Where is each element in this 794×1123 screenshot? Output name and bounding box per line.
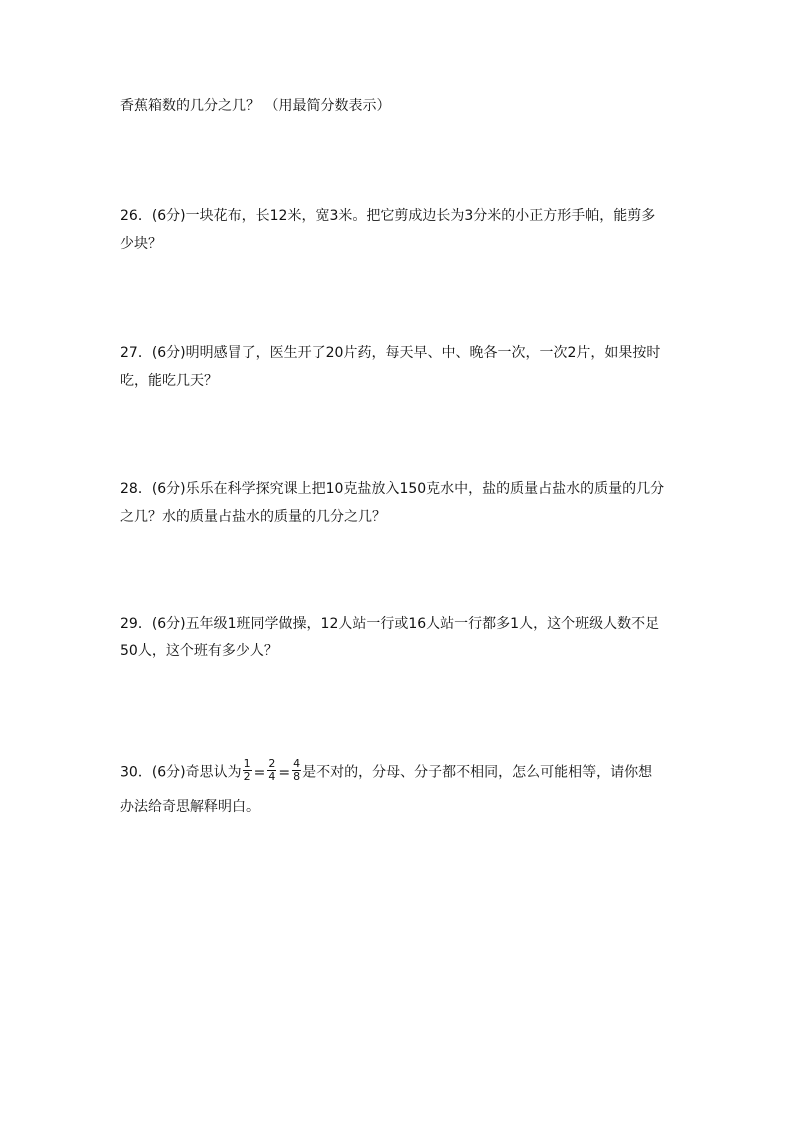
question-30-suffix: 是不对的，分母、分子都不相同，怎么可能相等，请你想 (302, 764, 653, 781)
equals-sign: = (253, 764, 266, 781)
question-30-line-2: 办法给奇思解释明白。 (120, 799, 260, 815)
fraction-four-eighths: $\frac{4}{8}$ (293, 757, 301, 783)
question-28-line-1: 28．(6分)乐乐在科学探究课上把10克盐放入150克水中，盐的质量占盐水的质量的几分 (120, 481, 665, 497)
fraction-two-quarters: $\frac{2}{4}$ (268, 757, 276, 783)
question-30-prefix: 30．(6分)奇思认为 (120, 764, 242, 781)
question-28-line-2: 之几？水的质量占盐水的质量的几分之几？ (120, 509, 386, 525)
question-26-line-2: 少块？ (120, 236, 162, 252)
intro-question-tail: 香蕉箱数的几分之几？ （用最简分数表示） (120, 98, 391, 114)
question-30-line-1 (120, 757, 653, 785)
equals-sign: = (278, 764, 291, 781)
fraction-one-half: $\frac{1}{2}$ (243, 757, 251, 783)
question-26-line-1: 26．(6分)一块花布，长12米，宽3米。把它剪成边长为3分米的小正方形手帕，能剪多 (120, 208, 656, 224)
question-27-line-1: 27．(6分)明明感冒了，医生开了20片药，每天早、中、晚各一次，一次2片，如果按时 (120, 345, 661, 361)
question-27-line-2: 吃，能吃几天？ (120, 373, 218, 389)
question-29-line-2: 50人，这个班有多少人？ (120, 643, 278, 659)
question-29-line-1: 29．(6分)五年级1班同学做操，12人站一行或16人站一行都多1人，这个班级人数不足 (120, 616, 660, 632)
